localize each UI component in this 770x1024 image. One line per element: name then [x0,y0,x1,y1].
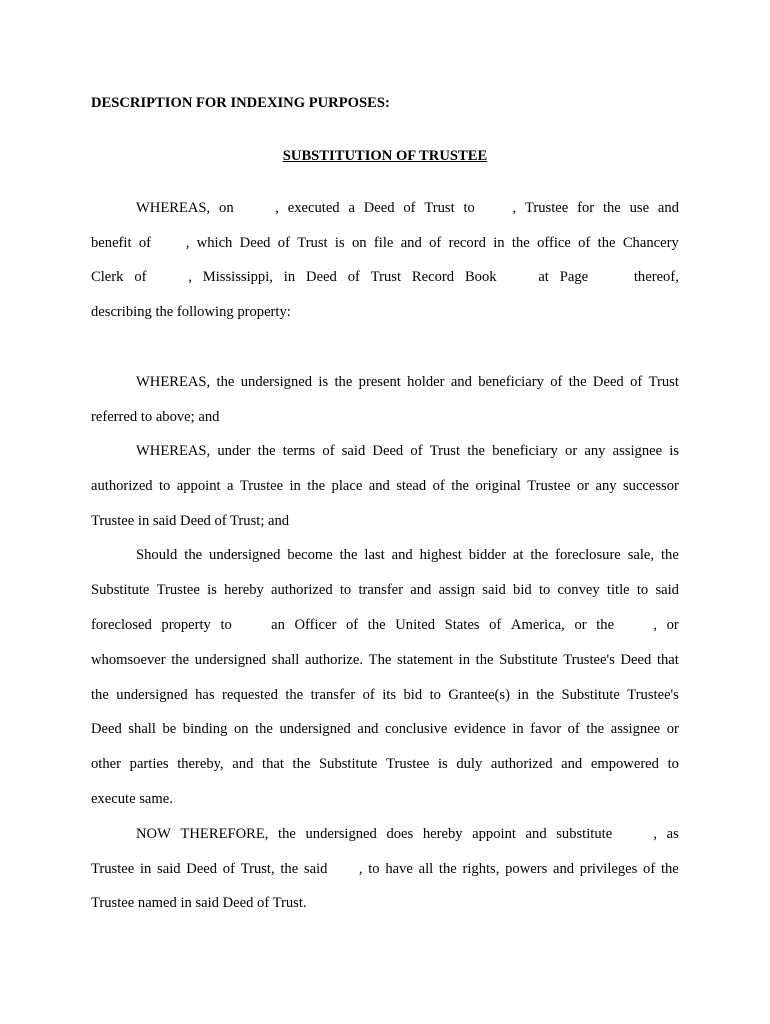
para5-line3: Trustee named in said Deed of Trust. [91,895,307,911]
para4-line2: Substitute Trustee is hereby authorized to transfer and assign said bid to convey title to said [91,582,679,598]
para1-line1: WHEREAS, on , executed a Deed of Trust to , Trustee for the use and [136,200,679,216]
para4-line1: Should the undersigned become the last and highest bidder at the foreclosure sale, the [136,547,679,563]
para3-line1: WHEREAS, under the terms of said Deed of Trust the beneficiary or any assignee is [136,443,679,459]
para4-line3: foreclosed property to an Officer of the United States of America, or the , or [91,617,679,633]
para1-line4: describing the following property: [91,304,291,320]
para2-line2: referred to above; and [91,409,220,425]
para4-line7: other parties thereby, and that the Substitute Trustee is duly authorized and empowered to [91,756,679,772]
para3-line3: Trustee in said Deed of Trust; and [91,513,290,529]
para3-line2: authorized to appoint a Trustee in the place and stead of the original Trustee or any successor [91,478,679,494]
indexing-heading: DESCRIPTION FOR INDEXING PURPOSES: [91,95,390,111]
para4-line5: the undersigned has requested the transfer of its bid to Grantee(s) in the Substitute Trustee's [91,687,679,703]
para4-line6: Deed shall be binding on the undersigned and conclusive evidence in favor of the assignee or [91,721,679,737]
para4-line8: execute same. [91,791,173,807]
para2-line1: WHEREAS, the undersigned is the present holder and beneficiary of the Deed of Trust [136,374,679,390]
para1-line2: benefit of , which Deed of Trust is on file and of record in the office of the Chancery [91,235,679,251]
para5-line2: Trustee in said Deed of Trust, the said , to have all the rights, powers and privileges of the [91,861,679,877]
document-title: SUBSTITUTION OF TRUSTEE [282,148,488,164]
para1-line3: Clerk of , Mississippi, in Deed of Trust Record Book at Page thereof, [91,269,679,285]
para4-line4: whomsoever the undersigned shall authorize. The statement in the Substitute Trustee's Deed that [91,652,679,668]
para5-line1: NOW THEREFORE, the undersigned does hereby appoint and substitute , as [136,826,679,842]
